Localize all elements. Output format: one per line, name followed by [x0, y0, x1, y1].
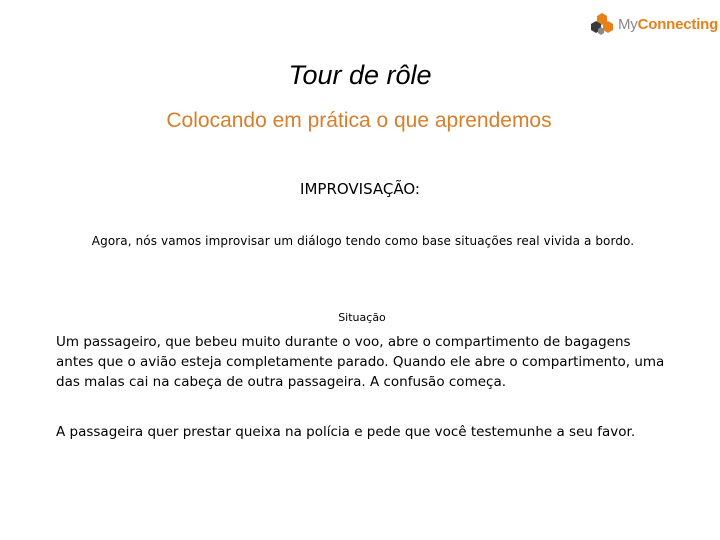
- situation-line: das malas cai na cabeça de outra passageira. A confusão começa.: [56, 374, 507, 390]
- closing-text: A passageira quer prestar queixa na polícia e pede que você testemunhe a seu favor.: [56, 424, 636, 440]
- situation-line: Um passageiro, que bebeu muito durante o voo, abre o compartimento de bagagens: [56, 334, 631, 350]
- slide-subtitle: Colocando em prática o que aprendemos: [166, 109, 552, 132]
- brand-wordmark: Connecting: [637, 15, 719, 33]
- situation-label: Situação: [338, 311, 386, 324]
- intro-text: Agora, nós vamos improvisar um diálogo tendo como base situações real vivida a bordo.: [91, 234, 635, 248]
- section-heading: IMPROVISAÇÃO:: [300, 180, 420, 198]
- brand-name: [618, 16, 718, 33]
- situation-paragraph: [56, 332, 686, 392]
- situation-line: antes que o avião esteja completamente parado. Quando ele abre o compartimento, uma: [56, 354, 665, 370]
- brand-logo: [588, 10, 718, 38]
- hexagon-cluster-logo-icon: [588, 10, 616, 38]
- brand-prefix: My: [618, 15, 638, 33]
- slide-title: Tour de rôle: [288, 60, 432, 90]
